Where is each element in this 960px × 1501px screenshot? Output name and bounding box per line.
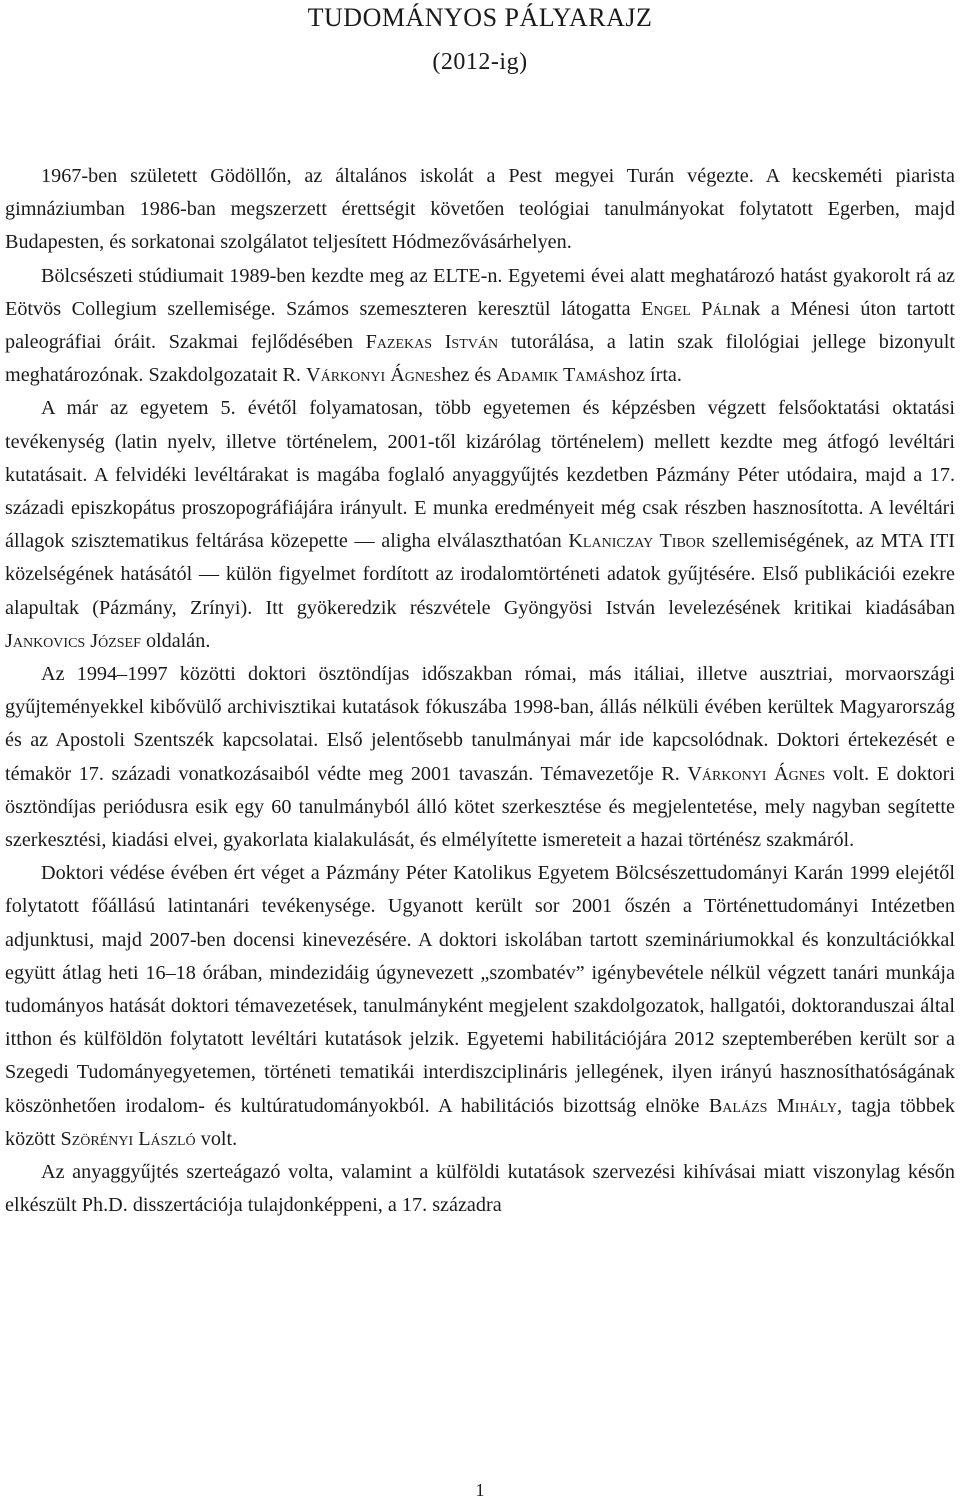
text-run: tutorálása, a latin szak filológiai jellege bizonyult meghatározónak. Szakdolgozatait R.: [5, 331, 955, 387]
page-number: 1: [475, 1480, 485, 1500]
text-run: Az 1994–1997 közötti doktori ösztöndíjas időszakban római, más itáliai, illetve ausztriai, morvaországi gyűjteményekkel kibővülő archivisztikai kutatások fókuszába 1998-ban, állás nélküli évében kerültek Magyarország és az Apostoli Szentszék kapcsolatai. Első jelentősebb tanulmányai már ide kapcsolódnak. Doktori értekezését e témakör 17. századi vonatkozásaiból védte meg 2001 tavaszán. Témavezetője R.: [5, 663, 955, 785]
text-run: oldalán.: [140, 629, 211, 652]
text-run: hoz írta.: [615, 364, 682, 387]
person-name: Fazekas István: [365, 331, 499, 354]
text-run: 1967-ben született Gödöllőn, az általános iskolát a Pest megyei Turán végezte. A kecskeméti piarista gimnáziumban 1986-ban megszerzett érettségit követően teológiai tanulmányokat folytatott Egerben, majd Budapesten, és sorkatonai szolgálatot teljesített Hódmezővásárhelyen.: [5, 165, 955, 254]
text-run: , tagja többek között: [5, 1094, 955, 1150]
title-main: TUDOMÁNYOS PÁLYARAJZ: [307, 3, 653, 32]
text-run: Doktori védése évében ért véget a Pázmány Péter Katolikus Egyetem Bölcsészettudományi Karán 1999 elejétől folytatott főállású latintanári tevékenysége. Ugyanott került sor 2001 őszén a Történettudományi Intézetben adjunktusi, majd 2007-ben docensi kinevezésére. A doktori iskolában tartott szemináriumokkal és konzultációkkal együtt átlag heti 16–18 órában, mindezidáig úgynevezett „szombatév” igénybevétele nélkül végzett tanári munkája tudományos hatását doktori témavezetések, tanulmányként megjelent szakdolgozatok, hallgatói, doktoranduszai által itthon és külföldön folytatott levéltári kutatások jelzik. Egyetemi habilitációjára 2012 szeptemberében került sor a Szegedi Tudományegyetemen, történeti tematikái interdiszciplináris jellegének, ilyen irányú hasznosíthatóságának köszönhetően irodalom- és kultúratudományokból. A habilitációs bizottság elnöke: [5, 862, 955, 1117]
text-run: Bölcsészeti stúdiumait 1989-ben kezdte meg az ELTE-n. Egyetemi évei alatt meghatározó hatást gyakorolt rá az Eötvös Collegium szellemisége. Számos szemeszteren keresztül látogatta: [5, 264, 955, 320]
paragraph-doctoral-scholarship: [5, 658, 955, 857]
paragraph-teaching-research: [5, 392, 955, 658]
paragraph-academic-career: [5, 857, 955, 1156]
paragraph-dissertation: [5, 1156, 955, 1222]
person-name: Engel Pál: [641, 297, 732, 320]
person-name: Várkonyi Ágnes: [306, 364, 442, 387]
person-name: Várkonyi Ágnes: [687, 762, 826, 785]
text-run: volt.: [195, 1127, 238, 1150]
paragraph-university-studies: [5, 260, 955, 393]
person-name: Adamik Tamás: [496, 364, 616, 387]
text-run: nak a Ménesi úton tartott paleográfiai óráit. Szakmai fejlődésében: [5, 297, 956, 354]
document-title: [0, 0, 960, 80]
text-run: volt. E doktori ösztöndíjas periódusra esik egy 60 tanulmányból álló kötet szerkesztése és megjelentetése, mely nagyban segítette szerkesztési, kiadási elvei, gyakorlata kialakulását, és elmélyítette ismereteit a hazai történész szakmáról.: [5, 762, 955, 852]
title-subtitle: (2012-ig): [432, 49, 528, 75]
text-run: szellemiségének, az MTA ITI közelségének hatásától — külön figyelmet fordított az irodalomtörténeti adatok gyűjtésére. Első publikációi ezekre alapultak (Pázmány, Zrínyi). Itt gyökeredzik részvétele Gyöngyösi István levelezésének kritikai kiadásában: [5, 530, 955, 619]
person-name: Jankovics József: [5, 629, 141, 652]
paragraph-birth-education: [5, 160, 955, 260]
person-name: Szörényi László: [60, 1127, 196, 1150]
person-name: Balázs Mihály: [708, 1094, 837, 1117]
text-run: hez és: [441, 364, 497, 387]
person-name: Klaniczay Tibor: [568, 530, 706, 553]
document-body: [5, 160, 955, 1223]
text-run: A már az egyetem 5. évétől folyamatosan, több egyetemen és képzésben végzett felsőoktatási oktatási tevékenység (latin nyelv, illetve történelem, 2001-től kizárólag történelem) mellett kezdte meg átfogó levéltári kutatásait. A felvidéki levéltárakat is magába foglaló anyaggyűjtés kezdetben Pázmány Péter utódaira, majd a 17. századi episzkopátus proszopográfiájára irányult. E munka eredményeit még csak részben hasznosította. A levéltári állagok szisztematikus feltárása közepette — aligha elválaszthatóan: [5, 397, 955, 553]
text-run: Az anyaggyűjtés szerteágazó volta, valamint a külföldi kutatások szervezési kihívásai miatt viszonylag későn elkészült Ph.D. disszertációja tulajdonképpeni, a 17. századra: [5, 1161, 955, 1217]
